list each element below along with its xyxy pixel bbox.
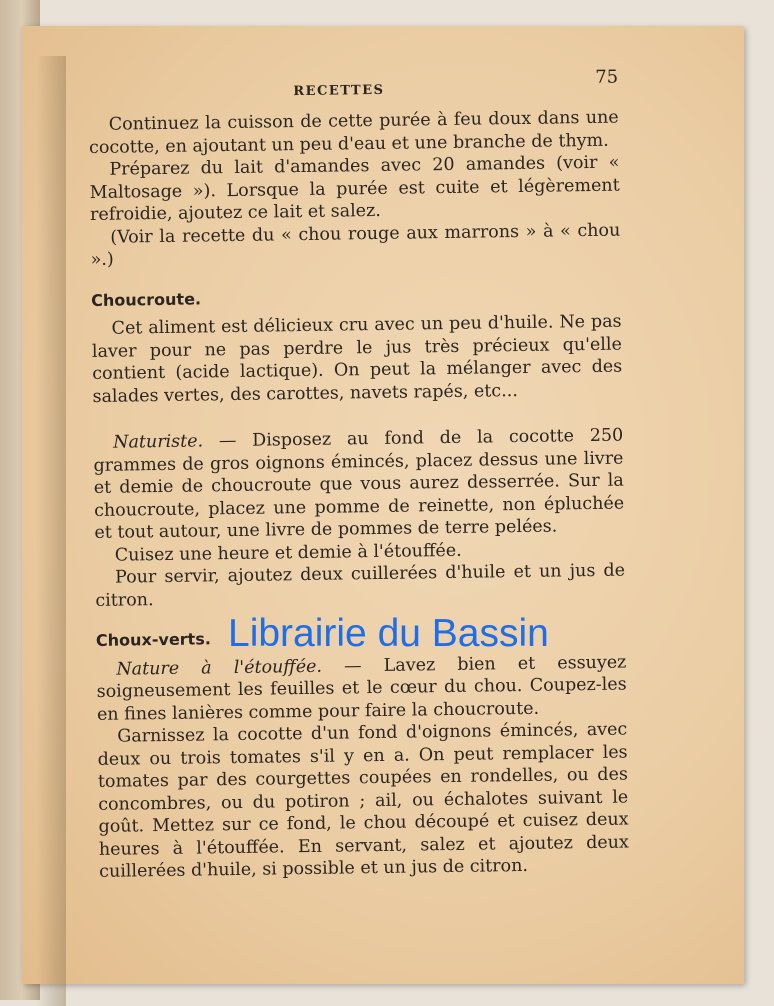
paragraph: Préparez du lait d'amandes avec 20 amandes (voir « Maltosage »). Lorsque la purée est cuite et légèrement refroidie, ajoutez ce lait et salez. [89,152,620,225]
watermark: Librairie du Bassin [228,612,549,655]
paragraph: Cuisez une heure et demie à l'étouffée. [114,540,462,566]
heading-choux-verts: Choux-verts. [95,629,211,650]
recipe-text: — Disposez au fond de la cocotte 250 grammes de gros oignons émincés, placez dessus une livre et demie de choucroute que vous aurez desserrée. Sur la choucroute, placez une pomme de reinette, non épluchée et tout autour, une livre de pommes de terre pelées. [93,425,625,543]
page-text [88,63,629,884]
paragraph: Continuez la cuisson de cette purée à feu doux dans une cocotte, en ajoutant un peu d'eau et une branche de thym. [88,107,619,158]
paragraph: Garnissez la cocotte d'un fond d'oignons émincés, avec deux ou trois tomates s'il y en a. On peut remplacer les tomates par des courgettes coupées en rondelles, ou des concombres, ou du potiron ; ail, ou échalotes suivant le goût. Mettez sur ce fond, le chou découpé et cuisez deux heures à l'étouffée. En servant, salez et ajoutez deux cuillerées d'huile, si possible et un jus de citron. [97,719,629,882]
running-head: RECETTES [293,82,385,100]
recipe-text: — Lavez bien et essuyez soigneusement les feuilles et le cœur du chou. Coupez-les en fines lanières comme pour faire la choucroute. [96,652,627,725]
heading-choucroute: Choucroute. [91,288,202,310]
paragraph: Pour servir, ajoutez deux cuillerées d'huile et un jus de citron. [95,560,626,611]
paragraph [96,651,627,726]
page-gutter-shadow [36,56,66,1006]
page-number: 75 [595,66,619,88]
page-header [88,63,619,114]
paragraph: Cet aliment est délicieux cru avec un peu d'huile. Ne pas laver pour ne pas perdre le jus très précieux qu'elle contient (acide lactique). On peut la mélanger avec des salades vertes, des carottes, navets rapés, etc... [91,311,623,407]
paragraph: (Voir la recette du « chou rouge aux marrons » à « chou ».) [90,220,621,270]
recipe-label: Nature à l'étouffée. [116,656,323,680]
recipe-label: Naturiste. [113,431,204,453]
paragraph [93,425,625,545]
